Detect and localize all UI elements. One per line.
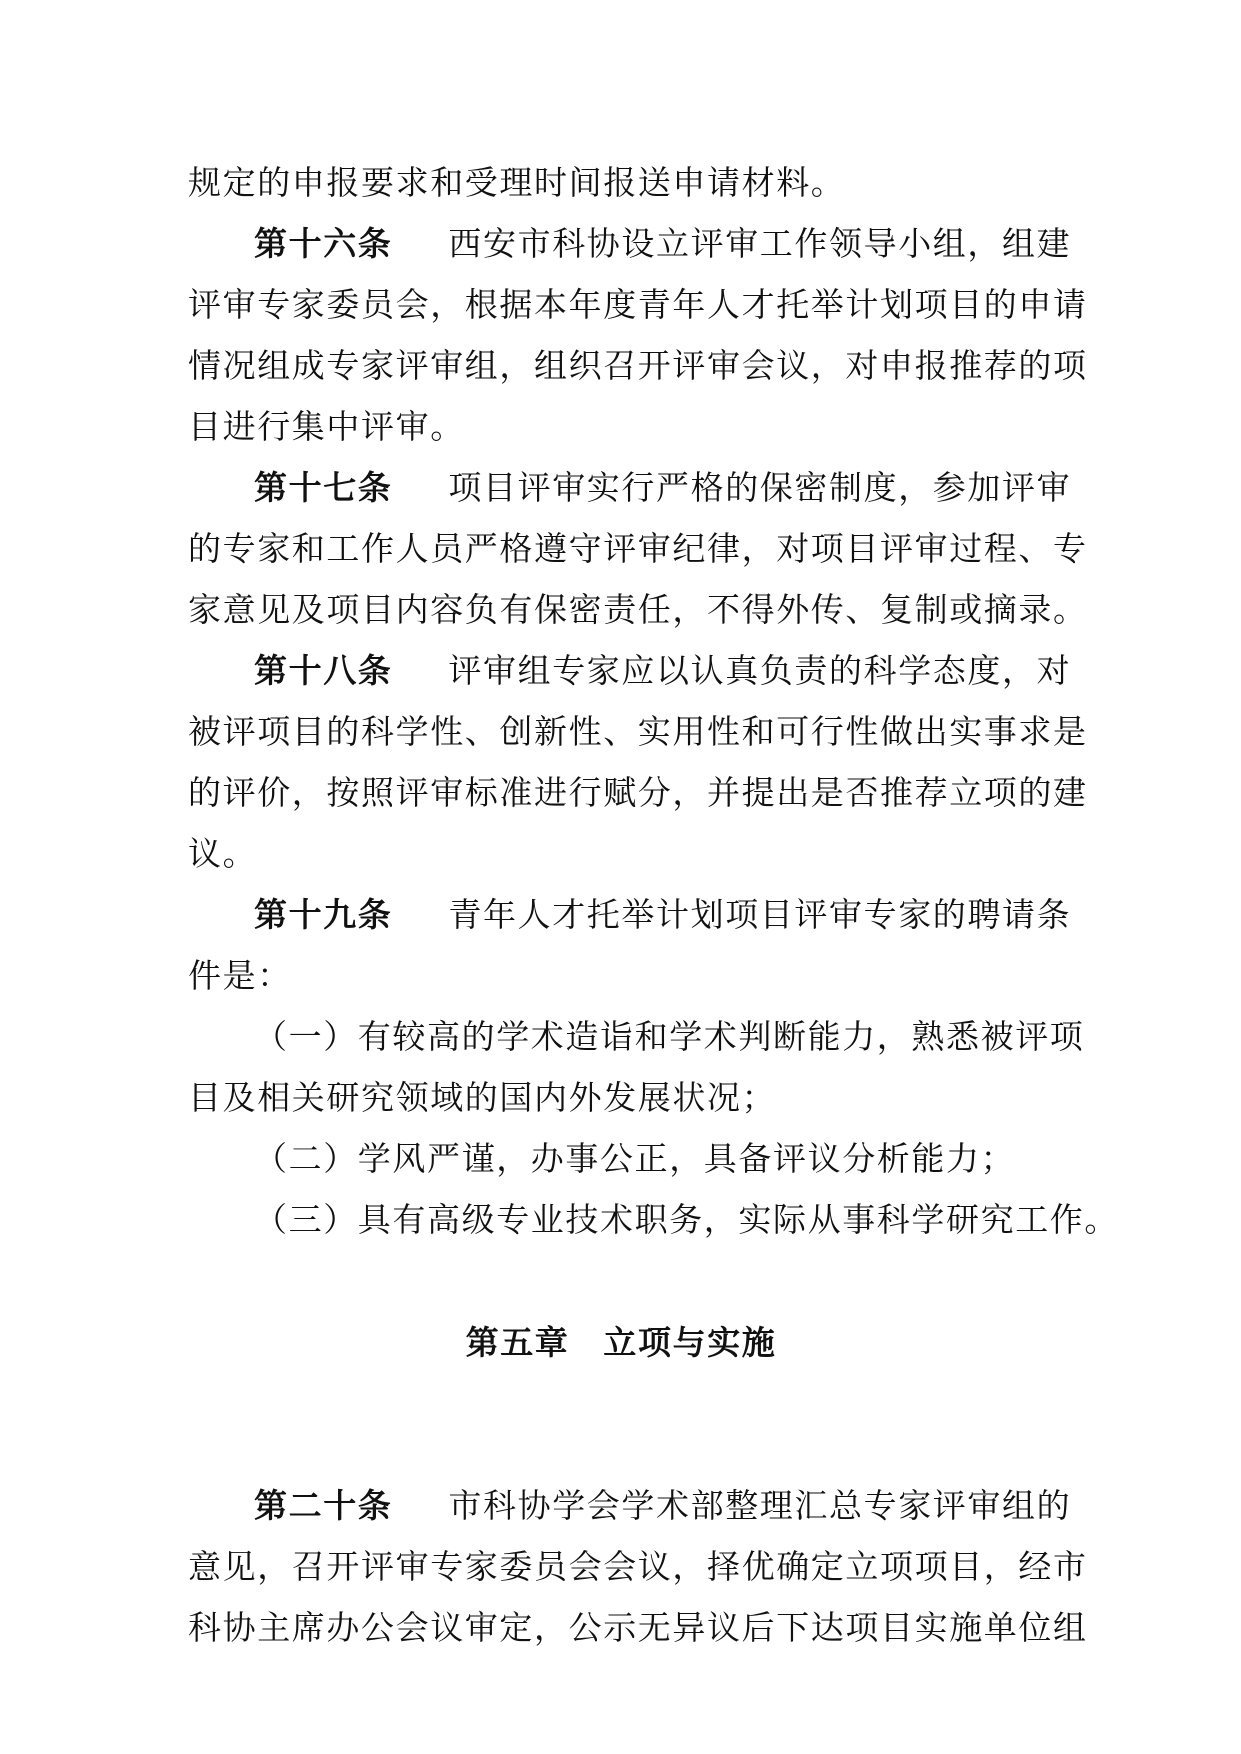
article-first-line: 西安市科协设立评审工作领导小组，组建: [448, 224, 1072, 263]
article-16: [188, 213, 1088, 457]
article-first-line: 市科协学会学术部整理汇总专家评审组的: [448, 1486, 1072, 1525]
item-first-line: （三）具有高级专业技术职务，实际从事科学研究工作。: [254, 1200, 1119, 1239]
text-line: 意见，召开评审专家委员会会议，择优确定立项项目，经市: [188, 1547, 1088, 1586]
text-line: 的专家和工作人员严格遵守评审纪律，对项目评审过程、专: [188, 529, 1088, 568]
text-line: 目进行集中评审。: [188, 407, 465, 446]
article-heading: 第二十条: [254, 1486, 393, 1525]
text-line: 评审专家委员会，根据本年度青年人才托举计划项目的申请: [188, 285, 1088, 324]
article-first-line: 项目评审实行严格的保密制度，参加评审: [448, 468, 1072, 507]
article-18: [188, 640, 1088, 884]
article-17: [188, 457, 1088, 640]
article-19: [188, 884, 1072, 1006]
text-line: 情况组成专家评审组，组织召开评审会议，对申报推荐的项: [188, 346, 1088, 385]
article-heading: 第十七条: [254, 468, 393, 507]
article-heading: 第十八条: [254, 651, 393, 690]
text-line: 件是：: [188, 956, 292, 995]
list-item: [188, 1128, 1054, 1189]
text-line: 规定的申报要求和受理时间报送申请材料。: [188, 163, 846, 202]
chapter-heading: [188, 1312, 1054, 1373]
text-line: 的评价，按照评审标准进行赋分，并提出是否推荐立项的建: [188, 773, 1088, 812]
article-heading: 第十九条: [254, 895, 393, 934]
article-first-line: 青年人才托举计划项目评审专家的聘请条: [448, 895, 1072, 934]
list-item: [188, 1006, 1085, 1128]
chapter-title: 立项与实施: [603, 1323, 777, 1362]
text-line: 被评项目的科学性、创新性、实用性和可行性做出实事求是: [188, 712, 1088, 751]
item-first-line: （一）有较高的学术造诣和学术判断能力，熟悉被评项: [254, 1017, 1085, 1056]
list-item: [188, 1189, 1119, 1250]
intro-paragraph: [188, 152, 1054, 213]
text-line: 科协主席办公会议审定，公示无异议后下达项目实施单位组: [188, 1608, 1088, 1647]
article-20: [188, 1475, 1088, 1658]
chapter-number: 第五章: [465, 1323, 570, 1362]
text-line: 家意见及项目内容负有保密责任，不得外传、复制或摘录。: [188, 590, 1088, 629]
text-line: 议。: [188, 834, 258, 873]
text-line: 目及相关研究领域的国内外发展状况；: [188, 1078, 777, 1117]
article-first-line: 评审组专家应以认真负责的科学态度，对: [448, 651, 1072, 690]
document-body: [188, 152, 1119, 1658]
article-heading: 第十六条: [254, 224, 393, 263]
item-first-line: （二）学风严谨，办事公正，具备评议分析能力；: [254, 1139, 1016, 1178]
